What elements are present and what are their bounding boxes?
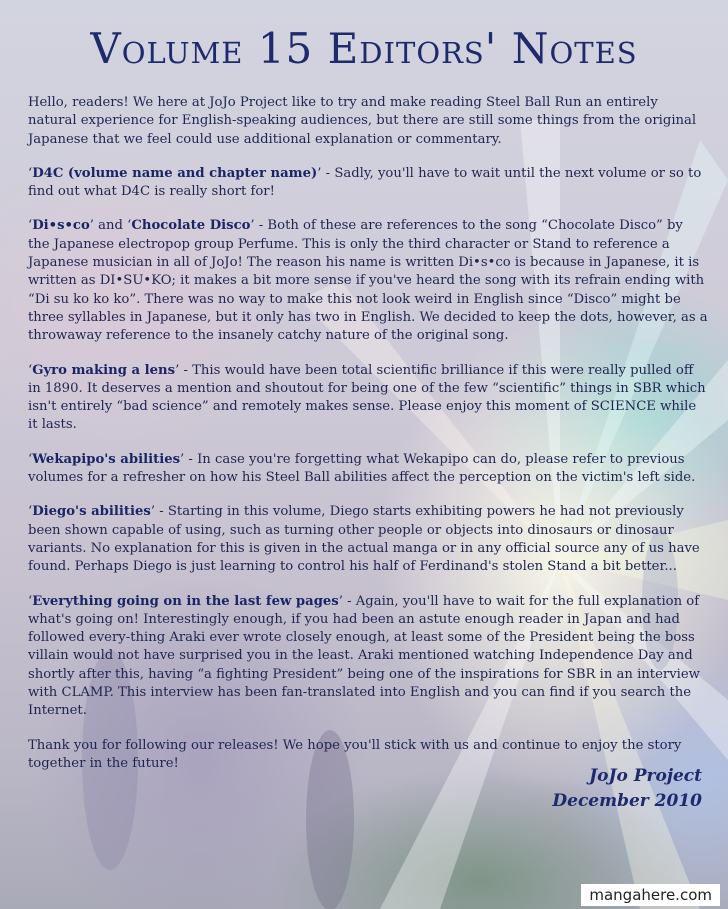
note-heading: Diego's abilities (32, 504, 151, 520)
note-wekapipo: ‘Wekapipo's abilities’ - In case you're forgetting what Wekapipo can do, please refer to previous volumes for a refresher on how his Steel Ball abilities affect the perception on the victim's left side. (28, 451, 696, 486)
note-d4c: ‘D4C (volume name and chapter name)’ - Sadly, you'll have to wait until the next volume or so to find out what D4C is really short for! (28, 165, 702, 200)
signature (552, 764, 702, 814)
note-heading: Gyro making a lens (32, 362, 176, 378)
note-heading: D4C (volume name and chapter name) (32, 165, 318, 181)
signature-name: JoJo Project (589, 766, 702, 786)
note-heading: Wekapipo's abilities (32, 451, 181, 467)
note-text: - Sadly, you'll have to wait until the next volume or so to find out what D4C is really short for! (28, 165, 702, 200)
note-last-pages: ‘Everything going on in the last few pages’ - Again, you'll have to wait for the full explanation of what's going on! Interestingly enough, if you had been an astute enough reader in Japan and had followed every-thing Araki ever wrote closely enough, at least some of the President being the boss villain would not have surprised you in the least. Araki mentioned watching Independence Day and shortly after this, having “a fighting President” being one of the inspirations for SBR in an interview with CLAMP. This interview has been fan-translated into English and you can find if you search the Internet. (28, 593, 700, 719)
note-text: - Again, you'll have to wait for the full explanation of what's going on! Interestingly enough, if you had been an astute enough reader in Japan and had followed every-thing Araki ever wrote closely enough, at least some of the President being the boss villain would not have surprised you in the least. Araki mentioned watching Independence Day and shortly after this, having “a fighting President” being one of the inspirations for SBR in an interview with CLAMP. This interview has been fan-translated into English and you can find if you search the Internet. (28, 593, 700, 719)
note-disco: ‘Di•s•co’ and ‘Chocolate Disco’ - Both of these are references to the song “Chocolate Disco” by the Japanese electropop group Perfume. This is only the third character or Stand to reference a Japanese musician in all of JoJo! The reason his name is written Di•s•co is because in Japanese, it is written as DI•SU•KO; it makes a bit more sense if you've heard the song with its refrain ending with “Di su ko ko ko”. There was no way to make this not look weird in English since “Disco” might be three syllables in Japanese, but it only has two in English. We decided to keep the dots, however, as a throwaway reference to the insanely catchy nature of the original song. (28, 218, 708, 344)
note-heading: Di•s•co (32, 218, 90, 234)
notes-body (28, 94, 708, 789)
intro-paragraph: Hello, readers! We here at JoJo Project like to try and make reading Steel Ball Run an entirely natural experience for English-speaking audiences, but there are still some things from the original Japanese that we feel could use additional explanation or commentary. (28, 95, 697, 147)
note-heading: Everything going on in the last few pages (32, 593, 339, 609)
note-text: - In case you're forgetting what Wekapipo can do, please refer to previous volumes for a refresher on how his Steel Ball abilities affect the perception on the victim's left side. (28, 451, 696, 486)
note-gyro-lens: ‘Gyro making a lens’ - This would have been total scientific brilliance if this were really pulled off in 1890. It deserves a mention and shoutout for being one of the few “scientific” things in SBR which isn't entirely “bad science” and remotely makes sense. Please enjoy this moment of SCIENCE while it lasts. (28, 362, 706, 433)
signature-date: December 2010 (552, 791, 702, 811)
note-text: - This would have been total scientific brilliance if this were really pulled off in 1890. It deserves a mention and shoutout for being one of the few “scientific” things in SBR which isn't entirely “bad science” and remotely makes sense. Please enjoy this moment of SCIENCE while it lasts. (28, 362, 706, 433)
page-title: Volume 15 Editors' Notes (90, 24, 638, 73)
note-heading-2: Chocolate Disco (131, 218, 251, 234)
note-text: - Both of these are references to the song “Chocolate Disco” by the Japanese electropop group Perfume. This is only the third character or Stand to reference a Japanese musician in all of JoJo! The reason his name is written Di•s•co is because in Japanese, it is written as DI•SU•KO; it makes a bit more sense if you've heard the song with its refrain ending with “Di su ko ko ko”. There was no way to make this not look weird in English since “Disco” might be three syllables in Japanese, but it only has two in English. We decided to keep the dots, however, as a throwaway reference to the insanely catchy nature of the original song. (28, 218, 708, 344)
note-text: - Starting in this volume, Diego starts exhibiting powers he had not previously been shown capable of using, such as turning other people or objects into dinosaurs or dinosaur variants. No explanation for this is given in the actual manga or in any official source any of us have found. Perhaps Diego is just learning to control his half of Ferdinand's stolen Stand a bit better... (28, 504, 700, 575)
note-diego: ‘Diego's abilities’ - Starting in this volume, Diego starts exhibiting powers he had not previously been shown capable of using, such as turning other people or objects into dinosaurs or dinosaur variants. No explanation for this is given in the actual manga or in any official source any of us have found. Perhaps Diego is just learning to control his half of Ferdinand's stolen Stand a bit better... (28, 504, 700, 575)
site-watermark: mangahere.com (581, 884, 720, 906)
closing-paragraph: Thank you for following our releases! We hope you'll stick with us and continue to enjoy the story together in the future! (28, 737, 682, 771)
